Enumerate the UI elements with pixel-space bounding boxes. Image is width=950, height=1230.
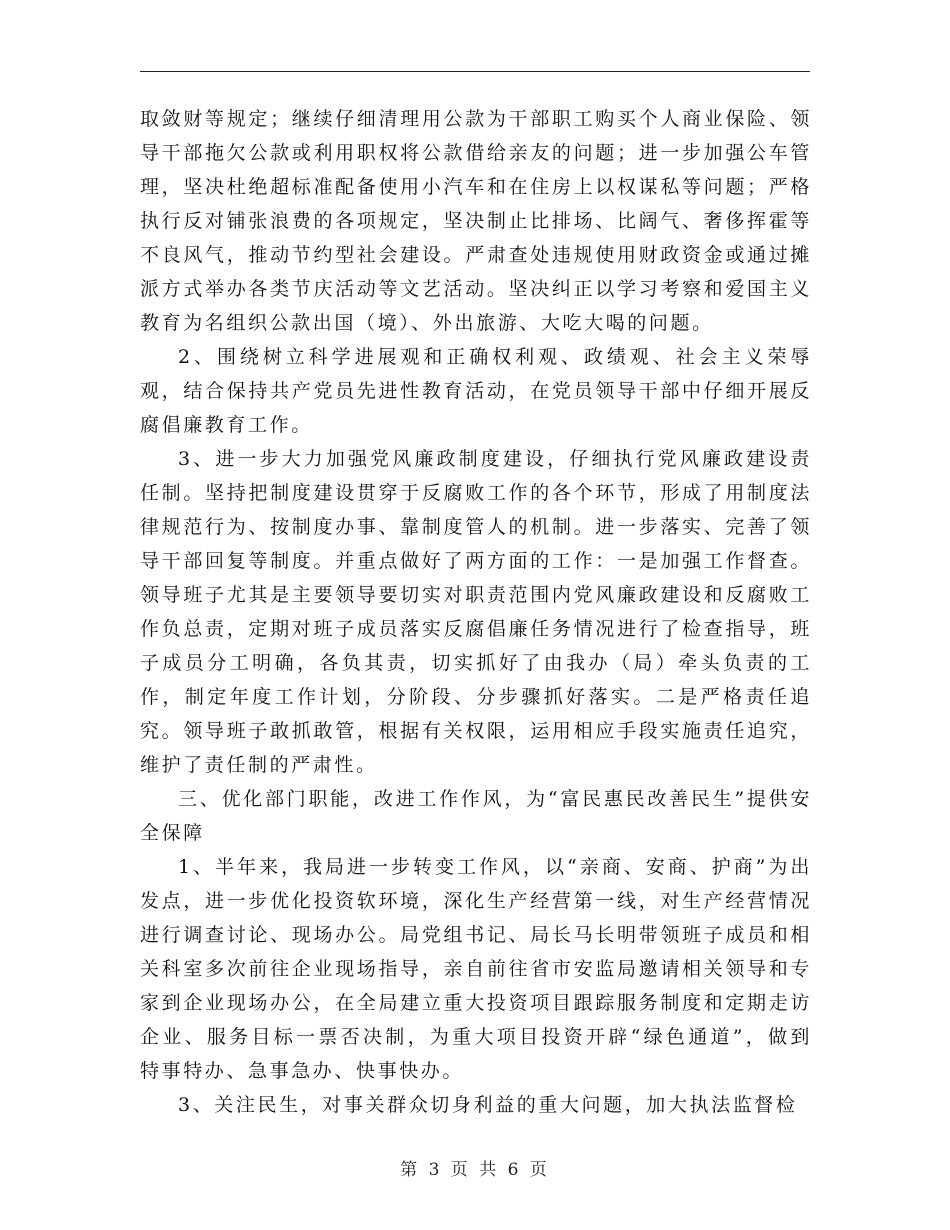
document-body: [140, 102, 812, 1122]
page-number-footer: 第 3 页 共 6 页: [400, 1160, 550, 1180]
paragraph-5: 1、半年来，我局进一步转变工作风，以“亲商、安商、护商”为出发点，进一步优化投资软环境，深化生产经营第一线，对生产经营情况进行调查讨论、现场办公。局党组书记、局长马长明带领班子成员和相关科室多次前往企业现场指导，亲自前往省市安监局邀请相关领导和专家到企业现场办公，在全局建立重大投资项目跟踪服务制度和定期走访企业、服务目标一票否决制，为重大项目投资开辟“绿色通道”，做到特事特办、急事急办、快事快办。: [140, 856, 812, 1082]
header-rule: [140, 71, 810, 72]
section-heading-3: 三、优化部门职能，改进工作作风，为“富民惠民改善民生”提供安全保障: [140, 788, 812, 844]
paragraph-6: 3、关注民生，对事关群众切身利益的重大问题，加大执法监督检: [178, 1094, 798, 1116]
paragraph-3: 3、进一步大力加强党风廉政制度建设，仔细执行党风廉政建设责任制。坚持把制度建设贯穿于反腐败工作的各个环节，形成了用制度法律规范行为、按制度办事、靠制度管人的机制。进一步落实、完善了领导干部回复等制度。并重点做好了两方面的工作：一是加强工作督查。领导班子尤其是主要领导要切实对职责范围内党风廉政建设和反腐败工作负总责，定期对班子成员落实反腐倡廉任务情况进行了检查指导，班子成员分工明确，各负其责，切实抓好了由我办（局）牵头负责的工作，制定年度工作计划，分阶段、分步骤抓好落实。二是严格责任追究。领导班子敢抓敢管，根据有关权限，运用相应手段实施责任追究，维护了责任制的严肃性。: [140, 448, 812, 776]
paragraph-2: 2、围绕树立科学进展观和正确权利观、政绩观、社会主义荣辱观，结合保持共产党员先进性教育活动，在党员领导干部中仔细开展反腐倡廉教育工作。: [140, 346, 812, 436]
paragraph-1: 取敛财等规定；继续仔细清理用公款为干部职工购买个人商业保险、领导干部拖欠公款或利用职权将公款借给亲友的问题；进一步加强公车管理，坚决杜绝超标准配备使用小汽车和在住房上以权谋私等问题；严格执行反对铺张浪费的各项规定，坚决制止比排场、比阔气、奢侈挥霍等不良风气，推动节约型社会建设。严肃查处违规使用财政资金或通过摊派方式举办各类节庆活动等文艺活动。坚决纠正以学习考察和爱国主义教育为名组织公款出国（境）、外出旅游、大吃大喝的问题。: [140, 108, 812, 334]
